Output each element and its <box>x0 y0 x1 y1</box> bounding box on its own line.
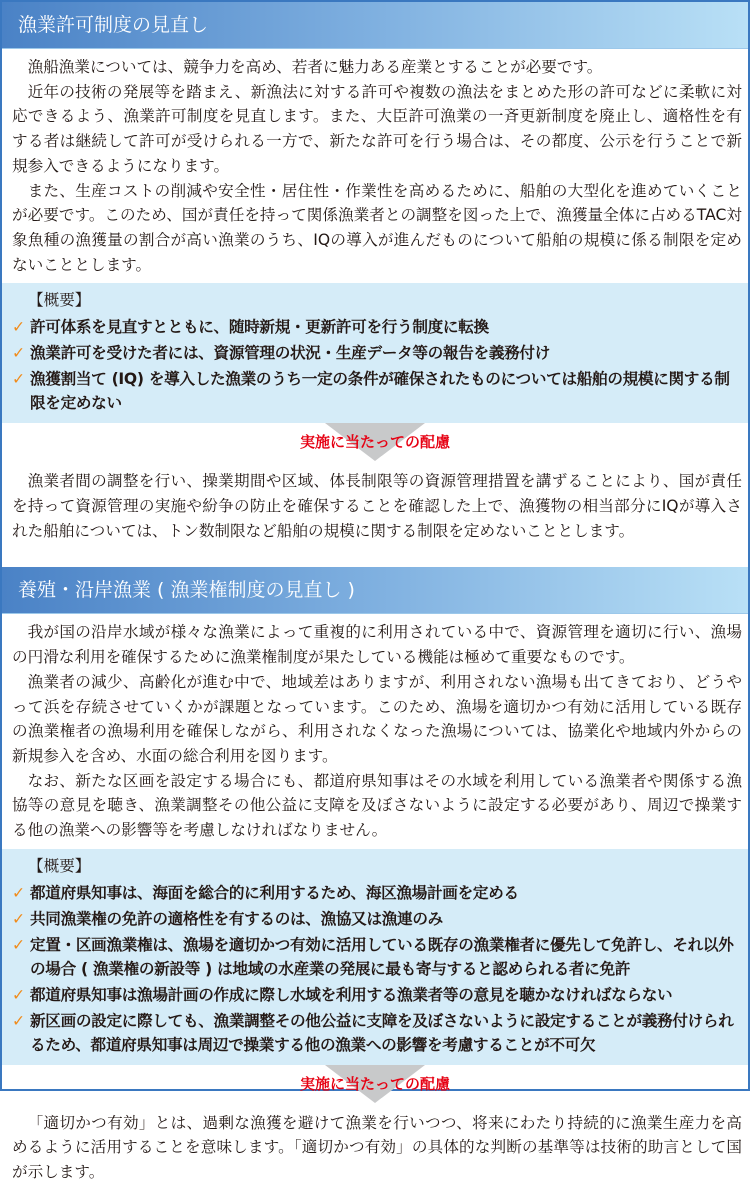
section1-body <box>2 49 748 283</box>
section2-body <box>2 614 748 848</box>
paragraph: 漁業者の減少、高齢化が進む中で、地域差はありますが、利用されない漁場も出てきており、どうやって浜を存続させていくかが課題となっています。このため、漁場を適切かつ有効に活用している既存の漁業権者の漁場利用を確保しながら、利用されなくなった漁場については、協業化や地域内外からの新規参入を含め、水面の総合利用を図ります。 <box>12 672 742 765</box>
overview-item-text: 漁獲割当て (IQ) を導入した漁業のうち一定の条件が確保されたものについては船舶の規模に関する制限を定めない <box>30 370 730 413</box>
paragraph: 「適切かつ有効」とは、過剰な漁獲を避けて漁業を行いつつ、将来にわたり持続的に漁業生産力を高めるように活用することを意味します。「適切かつ有効」の具体的な判断の基準等は技術的助言として国が示します。 <box>12 1113 742 1182</box>
section2-overview-box <box>2 849 748 1065</box>
overview-item <box>12 933 740 981</box>
consideration-label: 実施に当たっての配慮 <box>299 433 450 452</box>
section1-consideration-body <box>2 463 748 549</box>
overview-item <box>12 907 740 931</box>
overview-item <box>12 341 740 365</box>
check-icon: ✓ <box>12 1011 25 1030</box>
check-icon: ✓ <box>12 935 25 954</box>
section1-overview-box <box>2 283 748 423</box>
consideration-label: 実施に当たっての配慮 <box>299 1074 450 1093</box>
overview-item <box>12 1009 740 1057</box>
check-icon: ✓ <box>12 318 25 337</box>
consideration-heading <box>2 1065 748 1105</box>
overview-item-text: 都道府県知事は漁場計画の作成に際し水域を利用する漁業者等の意見を聴かなければならない <box>30 985 673 1004</box>
overview-title: 【概要】 <box>28 856 91 875</box>
overview-item-text: 漁業許可を受けた者には、資源管理の状況・生産データ等の報告を義務付け <box>30 344 550 363</box>
check-icon: ✓ <box>12 344 25 363</box>
overview-item-text: 許可体系を見直すとともに、随時新規・更新許可を行う制度に転換 <box>30 318 489 337</box>
check-icon: ✓ <box>12 985 25 1004</box>
overview-item <box>12 881 740 905</box>
section-header-fishing-rights: 養殖・沿岸漁業 ( 漁業権制度の見直し ) <box>2 567 748 614</box>
paragraph: 漁船漁業については、競争力を高め、若者に魅力ある産業とすることが必要です。 <box>27 58 603 76</box>
check-icon: ✓ <box>12 370 25 389</box>
paragraph: 漁業者間の調整を行い、操業期間や区域、体長制限等の資源管理措置を講ずることにより、国が責任を持って資源管理の実施や紛争の防止を確保することを確認した上で、漁獲物の相当部分にIQが導入された船舶については、トン数制限など船舶の規模に関する制限を定めないこととします。 <box>12 472 742 540</box>
paragraph: また、生産コストの削減や安全性・居住性・作業性を高めるために、船舶の大型化を進めていくことが必要です。このため、国が責任を持って関係漁業者との調整を図った上で、漁獲量全体に占めるTAC対象魚種の漁獲量の割合が高い漁業のうち、IQの導入が進んだものについて船舶の規模に係る制限を定めないこととします。 <box>12 181 742 274</box>
overview-title: 【概要】 <box>28 291 91 310</box>
paragraph: なお、新たな区画を設定する場合にも、都道府県知事はその水域を利用している漁業者や関係する漁協等の意見を聴き、漁業調整その他公益に支障を及ぼさないように設定する必要があり、周辺で操業する他の漁業への影響等を考慮しなければなりません。 <box>12 771 742 840</box>
overview-item <box>12 315 740 339</box>
section-header-fishing-permit: 漁業許可制度の見直し <box>2 2 748 49</box>
consideration-heading <box>2 423 748 463</box>
overview-item-text: 都道府県知事は、海面を総合的に利用するため、海区漁場計画を定める <box>30 883 519 902</box>
check-icon: ✓ <box>12 883 25 902</box>
overview-item-text: 定置・区画漁業権は、漁場を適切かつ有効に活用している既存の漁業権者に優先して免許し、それ以外の場合 ( 漁業権の新設等 ) は地域の水産業の発展に最も寄与すると認められる者に免許 <box>30 935 734 978</box>
check-icon: ✓ <box>12 909 25 928</box>
section2-consideration-body <box>2 1105 748 1191</box>
paragraph: 近年の技術の発展等を踏まえ、新漁法に対する許可や複数の漁法をまとめた形の許可などに柔軟に対応できるよう、漁業許可制度を見直します。また、大臣許可漁業の一斉更新制度を廃止し、適格性を有する者は継続して許可が受けられる一方で、新たな許可を行う場合は、その都度、公示を行うことで新規参入できるようになります。 <box>12 82 742 175</box>
overview-item <box>12 367 740 415</box>
overview-item-text: 共同漁業権の免許の適格性を有するのは、漁協又は漁連のみ <box>30 909 443 928</box>
overview-item-text: 新区画の設定に際しても、漁業調整その他公益に支障を及ぼさないように設定することが義務付けられるため、都道府県知事は周辺で操業する他の漁業への影響を考慮することが不可欠 <box>30 1011 734 1054</box>
paragraph: 我が国の沿岸水域が様々な漁業によって重複的に利用されている中で、資源管理を適切に行い、漁場の円滑な利用を確保するために漁業権制度が果たしている機能は極めて重要なものです。 <box>12 623 742 667</box>
overview-item <box>12 983 740 1007</box>
